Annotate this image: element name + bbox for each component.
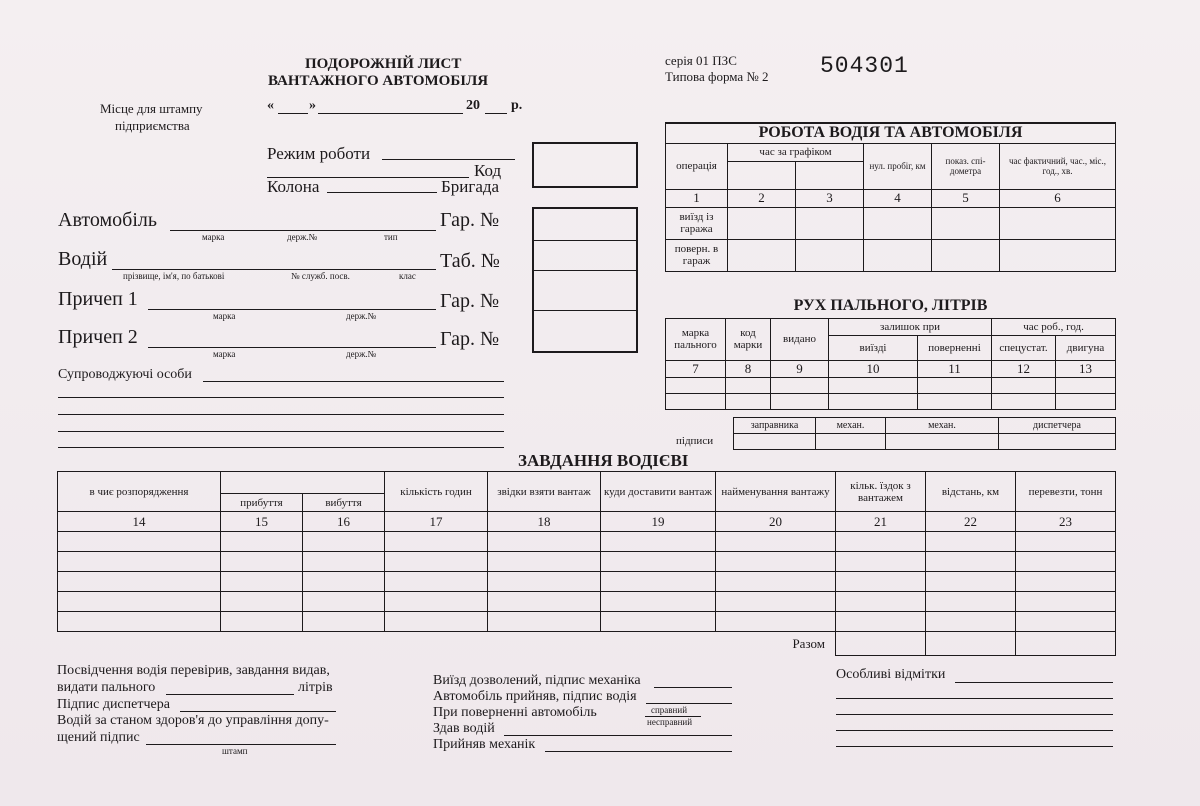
tt-cell[interactable] (1016, 552, 1116, 572)
ft-cell[interactable] (1056, 393, 1116, 409)
ft-cell[interactable] (992, 377, 1056, 393)
column-field[interactable] (327, 192, 437, 193)
tt-head-time[interactable] (221, 472, 385, 494)
tt-num-17: 17 (385, 512, 488, 532)
escort-label: Супроводжуючі особи (58, 367, 192, 382)
footer-driver-accept-field[interactable] (646, 703, 732, 704)
driver-sub-class: клас (399, 271, 416, 281)
footer-fuel-units: літрів (298, 680, 333, 695)
tt-cell[interactable] (601, 612, 716, 632)
footer-notes-line-3[interactable] (836, 714, 1113, 715)
tt-cell[interactable] (716, 532, 836, 552)
tt-cell[interactable] (716, 572, 836, 592)
wt-cell[interactable] (864, 207, 932, 239)
ft-head-hours: час роб., год. (992, 318, 1116, 335)
tt-num-23: 23 (1016, 512, 1116, 532)
tt-head-hours: кількість годин (385, 472, 488, 512)
tt-cell[interactable] (716, 592, 836, 612)
trailer2-garage-label: Гар. № (440, 328, 500, 350)
tt-total-cell[interactable] (926, 632, 1016, 656)
ft-cell[interactable] (726, 393, 771, 409)
ft-cell[interactable] (666, 393, 726, 409)
footer-mech-accept-label: Прийняв механік (433, 737, 536, 752)
wt-head-zero-run: нул. пробіг, км (864, 143, 932, 189)
tt-head-tons: перевезти, тонн (1016, 472, 1116, 512)
sig-cell[interactable] (886, 434, 999, 450)
tt-cell[interactable] (488, 612, 601, 632)
tt-cell[interactable] (303, 552, 385, 572)
ft-cell[interactable] (726, 377, 771, 393)
trailer2-label: Причеп 2 (58, 326, 138, 348)
ft-cell[interactable] (771, 393, 829, 409)
car-sub-brand: марка (202, 232, 225, 242)
tt-cell[interactable] (926, 612, 1016, 632)
task-table-title: ЗАВДАННЯ ВОДІЄВІ (518, 451, 689, 470)
tt-cell[interactable] (926, 552, 1016, 572)
footer-driver-handed-label: Здав водій (433, 721, 495, 736)
footer-driver-handed-field[interactable] (504, 735, 732, 736)
work-mode-field[interactable] (382, 159, 515, 160)
tt-head-distance: відстань, км (926, 472, 1016, 512)
wt-cell[interactable] (864, 239, 932, 271)
footer-mech-exit-label: Виїзд дозволений, підпис механіка (433, 673, 641, 688)
tt-cell[interactable] (58, 612, 221, 632)
series-label: серія 01 ПЗС (665, 53, 737, 68)
wt-head-sched-b[interactable] (796, 161, 864, 189)
tt-cell[interactable] (221, 592, 303, 612)
date-year-field[interactable] (485, 113, 507, 114)
wt-cell[interactable] (1000, 207, 1116, 239)
tt-total-cell[interactable] (1016, 632, 1116, 656)
sig-head-refueler: заправника (734, 418, 816, 434)
ft-num-11: 11 (918, 360, 992, 377)
tt-cell[interactable] (601, 572, 716, 592)
tt-cell[interactable] (601, 592, 716, 612)
column-label: Колона (267, 177, 320, 196)
stamp-place-line2: підприємства (115, 118, 190, 133)
tt-cell[interactable] (303, 532, 385, 552)
wt-row-departure: виїзд із гаражa (666, 207, 728, 239)
tt-head-order: в чиє розпорядження (58, 472, 221, 512)
date-quote-open: « (267, 98, 274, 113)
footer-dispatcher-field[interactable] (180, 711, 336, 712)
driver-field[interactable] (112, 269, 436, 270)
trailer2-sub-brand: марка (213, 349, 236, 359)
tt-num-14: 14 (58, 512, 221, 532)
work-mode-box[interactable] (532, 142, 638, 188)
wt-cell[interactable] (728, 207, 796, 239)
tt-num-19: 19 (601, 512, 716, 532)
footer-notes-label: Особливі відмітки (836, 667, 946, 682)
footer-dispatcher-label: Підпис диспетчера (57, 697, 170, 712)
ft-cell[interactable] (992, 393, 1056, 409)
fuel-table-title: РУХ ПАЛЬНОГО, ЛІТРІВ (666, 294, 1116, 318)
form-type-label: Типова форма № 2 (665, 69, 769, 84)
work-table-title: РОБОТА ВОДІЯ ТА АВТОМОБІЛЯ (666, 123, 1116, 143)
tt-cell[interactable] (221, 532, 303, 552)
footer-notes-line-2[interactable] (836, 698, 1113, 699)
form-title-line2: ВАНТАЖНОГО АВТОМОБІЛЯ (268, 73, 489, 89)
wt-num-1: 1 (666, 189, 728, 207)
wt-cell[interactable] (796, 207, 864, 239)
footer-return-faulty[interactable]: несправний (647, 717, 693, 727)
footer-fuel-field[interactable] (166, 694, 294, 695)
tt-cell[interactable] (716, 552, 836, 572)
tt-cell[interactable] (926, 532, 1016, 552)
ft-cell[interactable] (829, 393, 918, 409)
ft-num-8: 8 (726, 360, 771, 377)
ft-head-special: спецустат. (992, 335, 1056, 360)
date-quote-close: » (309, 98, 316, 113)
footer-stamp-label: штамп (222, 746, 248, 756)
ft-head-issued: видано (771, 318, 829, 360)
tt-cell[interactable] (1016, 592, 1116, 612)
work-mode-label: Режим роботи (267, 144, 371, 163)
ft-head-mark: марка пального (666, 318, 726, 360)
tt-cell[interactable] (303, 572, 385, 592)
tt-cell[interactable] (488, 532, 601, 552)
tt-cell[interactable] (836, 612, 926, 632)
driver-sub-name: прізвище, ім'я, по батькові (123, 271, 225, 281)
wt-cell[interactable] (796, 239, 864, 271)
fuel-table (665, 294, 1116, 410)
wt-row-return: поверн. в гараж (666, 239, 728, 271)
trailer1-garage-label: Гар. № (440, 290, 500, 312)
tt-cell[interactable] (836, 592, 926, 612)
car-sub-regno: держ.№ (287, 232, 318, 242)
trailer2-sub-regno: держ.№ (346, 349, 377, 359)
footer-notes-field[interactable] (955, 682, 1113, 683)
ft-cell[interactable] (1056, 377, 1116, 393)
escort-field[interactable] (203, 381, 504, 382)
form-title-line1: ПОДОРОЖНІЙ ЛИСТ (305, 56, 462, 72)
trailer2-field[interactable] (148, 347, 436, 348)
date-year-suffix: р. (511, 98, 523, 113)
tt-cell[interactable] (1016, 612, 1116, 632)
ft-head-return: поверненні (918, 335, 992, 360)
stamp-place-line1: Місце для штампу (100, 101, 203, 116)
tt-cell[interactable] (58, 572, 221, 592)
wt-head-schedule: час за графіком (728, 143, 864, 161)
wt-head-speedometer: показ. спі-дометра (932, 143, 1000, 189)
footer-health-line1: Водій за станом здоров'я до управління допу- (57, 713, 329, 728)
sig-cell[interactable] (816, 434, 886, 450)
wt-head-sched-a[interactable] (728, 161, 796, 189)
escort-line-2[interactable] (58, 397, 504, 398)
footer-notes-line-4[interactable] (836, 730, 1113, 731)
tt-cell[interactable] (385, 592, 488, 612)
footer-mech-exit-field[interactable] (654, 687, 732, 688)
tt-cell[interactable] (601, 552, 716, 572)
ft-head-engine: двигуна (1056, 335, 1116, 360)
wt-num-2: 2 (728, 189, 796, 207)
trailer1-sub-brand: марка (213, 311, 236, 321)
ft-cell[interactable] (771, 377, 829, 393)
tt-cell[interactable] (385, 552, 488, 572)
footer-driver-accept-label: Автомобіль прийняв, підпис водія (433, 689, 637, 704)
sig-head-mechanic1: механ. (816, 418, 886, 434)
wt-head-actual-time: час фактичний, час., міс., год., хв. (1000, 143, 1116, 189)
tt-head-arrive: прибуття (221, 494, 303, 512)
tt-cell[interactable] (303, 612, 385, 632)
tt-cell[interactable] (1016, 572, 1116, 592)
tt-num-21: 21 (836, 512, 926, 532)
footer-return-ok[interactable]: справний (651, 705, 688, 715)
car-sub-type: тип (384, 232, 398, 242)
tt-num-15: 15 (221, 512, 303, 532)
sig-head-dispatcher: диспетчера (999, 418, 1116, 434)
wt-num-4: 4 (864, 189, 932, 207)
tt-cell[interactable] (836, 532, 926, 552)
wt-num-3: 3 (796, 189, 864, 207)
escort-line-5[interactable] (58, 447, 504, 448)
wt-cell[interactable] (932, 207, 1000, 239)
sig-head-mechanic2: механ. (886, 418, 999, 434)
footer-mech-accept-field[interactable] (545, 751, 732, 752)
footer-return-label: При поверненні автомобіль (433, 705, 597, 720)
ft-head-code: код марки (726, 318, 771, 360)
tt-cell[interactable] (1016, 532, 1116, 552)
wt-cell[interactable] (932, 239, 1000, 271)
tt-cell[interactable] (385, 572, 488, 592)
tt-num-22: 22 (926, 512, 1016, 532)
ft-head-exit: виїзді (829, 335, 918, 360)
tt-cell[interactable] (303, 592, 385, 612)
ft-cell[interactable] (666, 377, 726, 393)
tt-cell[interactable] (488, 592, 601, 612)
tt-cell[interactable] (488, 572, 601, 592)
footer-health-field[interactable] (146, 744, 336, 745)
trailer1-sub-regno: держ.№ (346, 311, 377, 321)
fuel-signatures-table (733, 417, 1116, 450)
tt-cell[interactable] (385, 532, 488, 552)
tt-num-20: 20 (716, 512, 836, 532)
tt-cell[interactable] (601, 532, 716, 552)
ft-cell[interactable] (918, 393, 992, 409)
tt-total-label: Разом (792, 635, 825, 651)
wt-num-6: 6 (1000, 189, 1116, 207)
tt-cell[interactable] (58, 552, 221, 572)
ft-num-10: 10 (829, 360, 918, 377)
driver-sub-cert: № служб. посв. (291, 271, 350, 281)
tt-cell[interactable] (221, 612, 303, 632)
tt-cell[interactable] (836, 572, 926, 592)
tt-total-cell[interactable] (836, 632, 926, 656)
tt-head-name: найменування вантажу (716, 472, 836, 512)
ft-num-9: 9 (771, 360, 829, 377)
ft-num-7: 7 (666, 360, 726, 377)
brigade-label: Бригада (441, 177, 500, 196)
tt-num-18: 18 (488, 512, 601, 532)
ft-num-13: 13 (1056, 360, 1116, 377)
footer-fuel-label: видати пального (57, 680, 156, 695)
car-label: Автомобіль (58, 209, 157, 231)
signatures-label: підписи (676, 435, 714, 447)
car-field[interactable] (170, 230, 436, 231)
ft-head-remain: залишок при (829, 318, 992, 335)
wt-cell[interactable] (728, 239, 796, 271)
ft-cell[interactable] (829, 377, 918, 393)
tt-cell[interactable] (58, 532, 221, 552)
tt-cell[interactable] (488, 552, 601, 572)
task-table (57, 471, 1116, 656)
tt-cell[interactable] (926, 592, 1016, 612)
date-day-field[interactable] (278, 113, 308, 114)
tt-head-depart: вибуття (303, 494, 385, 512)
tt-cell[interactable] (385, 612, 488, 632)
footer-notes-line-5[interactable] (836, 746, 1113, 747)
date-year-prefix: 20 (466, 98, 480, 113)
car-garage-label: Гар. № (440, 209, 500, 231)
work-table (665, 122, 1116, 272)
tt-num-16: 16 (303, 512, 385, 532)
escort-line-3[interactable] (58, 414, 504, 415)
ft-num-12: 12 (992, 360, 1056, 377)
trailer1-label: Причеп 1 (58, 288, 138, 310)
wt-head-operation: операція (666, 143, 728, 189)
trailer1-field[interactable] (148, 309, 436, 310)
escort-line-4[interactable] (58, 431, 504, 432)
tt-cell[interactable] (926, 572, 1016, 592)
tt-head-from: звідки взяти вантаж (488, 472, 601, 512)
sig-cell[interactable] (999, 434, 1116, 450)
tt-cell[interactable] (221, 552, 303, 572)
tt-cell[interactable] (836, 552, 926, 572)
code-label: Код (474, 161, 502, 180)
ft-cell[interactable] (918, 377, 992, 393)
form-number: 504301 (820, 53, 909, 79)
footer-license-check: Посвідчення водія перевірив, завдання видав, (57, 663, 330, 678)
tt-head-to: куди доставити вантаж (601, 472, 716, 512)
wt-num-5: 5 (932, 189, 1000, 207)
tt-cell[interactable] (221, 572, 303, 592)
footer-health-line2: щений підпис (57, 730, 140, 745)
tt-cell[interactable] (716, 612, 836, 632)
tt-head-trips: кільк. їздок з вантажем (836, 472, 926, 512)
driver-tab-label: Таб. № (440, 250, 500, 272)
driver-label: Водій (58, 248, 108, 270)
tt-cell[interactable] (58, 592, 221, 612)
sig-cell[interactable] (734, 434, 816, 450)
date-month-field[interactable] (318, 113, 463, 114)
wt-cell[interactable] (1000, 239, 1116, 271)
vehicle-numbers-box (532, 207, 638, 353)
